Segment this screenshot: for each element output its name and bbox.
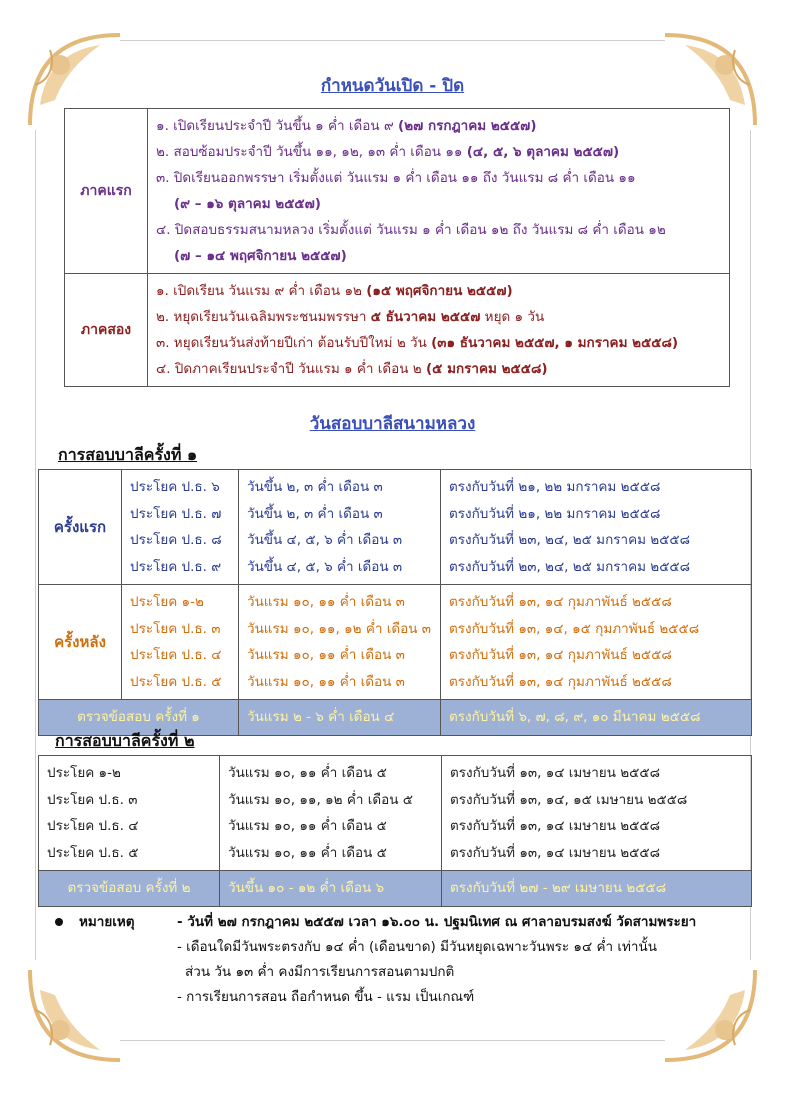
page-title-pali: วันสอบบาลีสนามหลวง (309, 414, 476, 434)
exam2-check-label: ตรวจข้อสอบ ครั้งที่ ๒ (39, 871, 220, 907)
exam2-check-row (39, 871, 752, 907)
exam2-lunar (220, 756, 442, 871)
exam1-check-dates: ตรงกับวันที่ ๖, ๗, ๘, ๙, ๑๐ มีนาคม ๒๕๕๘ (441, 700, 752, 736)
frame-left-line (35, 130, 36, 960)
calendar-date: ตรงกับวันที่ ๑๓, ๑๔ เมษายน ๒๕๕๘ (450, 765, 660, 781)
term1-label: ภาคแรก (65, 109, 148, 274)
calendar-date: ตรงกับวันที่ ๑๓, ๑๔, ๑๕ เมษายน ๒๕๕๘ (450, 791, 688, 808)
level: ประโยค ป.ธ. ๓ (47, 791, 138, 808)
level: ประโยค ป.ธ. ๓ (130, 620, 221, 637)
calendar-date: ตรงกับวันที่ ๑๓, ๑๔ กุมภาพันธ์ ๒๕๕๘ (449, 673, 672, 690)
exam1-check-label: ตรวจข้อสอบ ครั้งที่ ๑ (39, 700, 239, 736)
calendar-date: ตรงกับวันที่ ๒๑, ๒๒ มกราคม ๒๕๕๘ (449, 505, 661, 522)
notes-line-2: - เดือนใดมีวันพระตรงกับ ๑๔ ค่ำ (เดือนขาด) มีวันหยุดเฉพาะวันพระ ๑๔ ค่ำ เท่านั้น (177, 939, 657, 955)
exam1-second-label: ครั้งหลัง (39, 585, 122, 700)
term1-line-5: ๔. ปิดสอบธรรมสนามหลวง เริ่มตั้งแต่ วันแรม ๑ ค่ำ เดือน ๑๒ ถึง วันแรม ๘ ค่ำ เดือน ๑๒ (156, 222, 666, 238)
level: ประโยค ๑-๒ (47, 765, 121, 781)
page-title-open-close: กำหนดวันเปิด - ปิด (320, 76, 465, 96)
calendar-date: ตรงกับวันที่ ๑๓, ๑๔ กุมภาพันธ์ ๒๕๕๘ (449, 594, 672, 610)
term1-line-2: ๒. สอบซ้อมประจำปี วันขึ้น ๑๑, ๑๒, ๑๓ ค่ำ เดือน ๑๑ (๔, ๕, ๖ ตุลาคม ๒๕๕๗) (156, 144, 620, 160)
term1-details (148, 109, 730, 274)
exam2-heading: การสอบบาลีครั้งที่ ๒ (55, 731, 195, 750)
term2-line-2: ๒. หยุดเรียนวันเฉลิมพระชนมพรรษา ๕ ธันวาคม ๒๕๕๗ หยุด ๑ วัน (156, 309, 545, 325)
bullet-icon (55, 918, 63, 926)
term1-line-4: (๙ – ๑๖ ตุลาคม ๒๕๕๗) (174, 196, 321, 212)
lunar-date: วันขึ้น ๒, ๓ ค่ำ เดือน ๓ (247, 479, 383, 495)
exam1-heading: การสอบบาลีครั้งที่ ๑ (58, 445, 198, 464)
level: ประโยค ป.ธ. ๗ (130, 505, 222, 522)
lunar-date: วันขึ้น ๔, ๕, ๖ ค่ำ เดือน ๓ (247, 532, 403, 548)
exam2-check-dates: ตรงกับวันที่ ๒๗ - ๒๙ เมษายน ๒๕๕๘ (442, 871, 752, 907)
calendar-date: ตรงกับวันที่ ๒๓, ๒๔, ๒๕ มกราคม ๒๕๕๘ (449, 558, 691, 575)
lunar-date: วันขึ้น ๒, ๓ ค่ำ เดือน ๓ (247, 505, 383, 522)
term2-label: ภาคสอง (65, 274, 148, 387)
level: ประโยค ๑-๒ (130, 594, 204, 610)
exam1-first-label: ครั้งแรก (39, 470, 122, 585)
level: ประโยค ป.ธ. ๔ (130, 647, 222, 663)
exam2-check-lunar: วันขึ้น ๑๐ - ๑๒ ค่ำ เดือน ๖ (220, 871, 442, 907)
term-table (64, 108, 730, 387)
exam1-second-levels (122, 585, 239, 700)
exam1-first-levels (122, 470, 239, 585)
level: ประโยค ป.ธ. ๔ (47, 818, 139, 834)
term1-row (65, 109, 730, 274)
exam2-row (39, 756, 752, 871)
notes-line-3: ส่วน วัน ๑๓ ค่ำ คงมีการเรียนการสอนตามปกติ (185, 964, 455, 980)
exam1-table (38, 469, 752, 736)
level: ประโยค ป.ธ. ๘ (130, 532, 222, 548)
calendar-date: ตรงกับวันที่ ๑๓, ๑๔, ๑๕ กุมภาพันธ์ ๒๕๕๘ (449, 620, 700, 637)
notes-section (55, 910, 696, 1010)
term1-line-3: ๓. ปิดเรียนออกพรรษา เริ่มตั้งแต่ วันแรม ๑ ค่ำ เดือน ๑๑ ถึง วันแรม ๘ ค่ำ เดือน ๑๑ (156, 170, 636, 186)
exam1-second-lunar (239, 585, 441, 700)
exam1-first-dates (441, 470, 752, 585)
term1-line-1: ๑. เปิดเรียนประจำปี วันขึ้น ๑ ค่ำ เดือน ๙ (๒๗ กรกฎาคม ๒๕๕๗) (156, 118, 537, 134)
lunar-date: วันแรม ๑๐, ๑๑ ค่ำ เดือน ๓ (247, 673, 405, 690)
exam1-first-row (39, 470, 752, 585)
calendar-date: ตรงกับวันที่ ๑๓, ๑๔ เมษายน ๒๕๕๘ (450, 844, 660, 861)
term2-details (148, 274, 730, 387)
notes-row-1 (55, 910, 696, 935)
exam1-second-dates (441, 585, 752, 700)
term2-line-4: ๔. ปิดภาคเรียนประจำปี วันแรม ๑ ค่ำ เดือน ๒ (๕ มกราคม ๒๕๕๘) (156, 361, 548, 377)
level: ประโยค ป.ธ. ๖ (130, 479, 220, 495)
lunar-date: วันแรม ๑๐, ๑๑ ค่ำ เดือน ๕ (228, 765, 387, 781)
notes-label: หมายเหตุ (79, 914, 135, 930)
frame-top-line (120, 40, 665, 41)
exam2-levels (39, 756, 220, 871)
calendar-date: ตรงกับวันที่ ๑๓, ๑๔ กุมภาพันธ์ ๒๕๕๘ (449, 647, 672, 663)
level: ประโยค ป.ธ. ๕ (47, 844, 139, 861)
term2-line-1: ๑. เปิดเรียน วันแรม ๙ ค่ำ เดือน ๑๒ (๑๕ พฤศจิกายน ๒๕๕๗) (156, 283, 513, 299)
exam2-table (38, 755, 752, 907)
level: ประโยค ป.ธ. ๙ (130, 558, 222, 575)
lunar-date: วันขึ้น ๔, ๕, ๖ ค่ำ เดือน ๓ (247, 558, 403, 575)
calendar-date: ตรงกับวันที่ ๒๑, ๒๒ มกราคม ๒๕๕๘ (449, 479, 661, 495)
exam2-dates (442, 756, 752, 871)
lunar-date: วันแรม ๑๐, ๑๑, ๑๒ ค่ำ เดือน ๓ (247, 620, 431, 637)
notes-line-1: - วันที่ ๒๗ กรกฎาคม ๒๕๕๗ เวลา ๑๖.๐๐ น. ปฐมนิเทศ ณ ศาลาอบรมสงฆ์ วัดสามพระยา (177, 914, 697, 930)
term2-row (65, 274, 730, 387)
frame-bottom-line (120, 1040, 665, 1041)
exam1-check-lunar: วันแรม ๒ - ๖ ค่ำ เดือน ๔ (239, 700, 441, 736)
lunar-date: วันแรม ๑๐, ๑๑, ๑๒ ค่ำ เดือน ๕ (228, 791, 413, 808)
lunar-date: วันแรม ๑๐, ๑๑ ค่ำ เดือน ๓ (247, 594, 405, 610)
calendar-date: ตรงกับวันที่ ๑๓, ๑๔ เมษายน ๒๕๕๘ (450, 818, 660, 834)
exam1-second-row (39, 585, 752, 700)
lunar-date: วันแรม ๑๐, ๑๑ ค่ำ เดือน ๕ (228, 844, 387, 861)
term1-line-6: (๗ – ๑๔ พฤศจิกายน ๒๕๕๗) (174, 248, 347, 264)
term2-line-3: ๓. หยุดเรียนวันส่งท้ายปีเก่า ต้อนรับปีใหม่ ๒ วัน (๓๑ ธันวาคม ๒๕๕๗, ๑ มกราคม ๒๕๕๘) (156, 335, 679, 351)
notes-line-4: - การเรียนการสอน ถือกำหนด ขึ้น - แรม เป็นเกณฑ์ (177, 989, 475, 1005)
lunar-date: วันแรม ๑๐, ๑๑ ค่ำ เดือน ๕ (228, 818, 387, 834)
exam1-first-lunar (239, 470, 441, 585)
lunar-date: วันแรม ๑๐, ๑๑ ค่ำ เดือน ๓ (247, 647, 405, 663)
level: ประโยค ป.ธ. ๕ (130, 673, 222, 690)
calendar-date: ตรงกับวันที่ ๒๓, ๒๔, ๒๕ มกราคม ๒๕๕๘ (449, 532, 691, 548)
